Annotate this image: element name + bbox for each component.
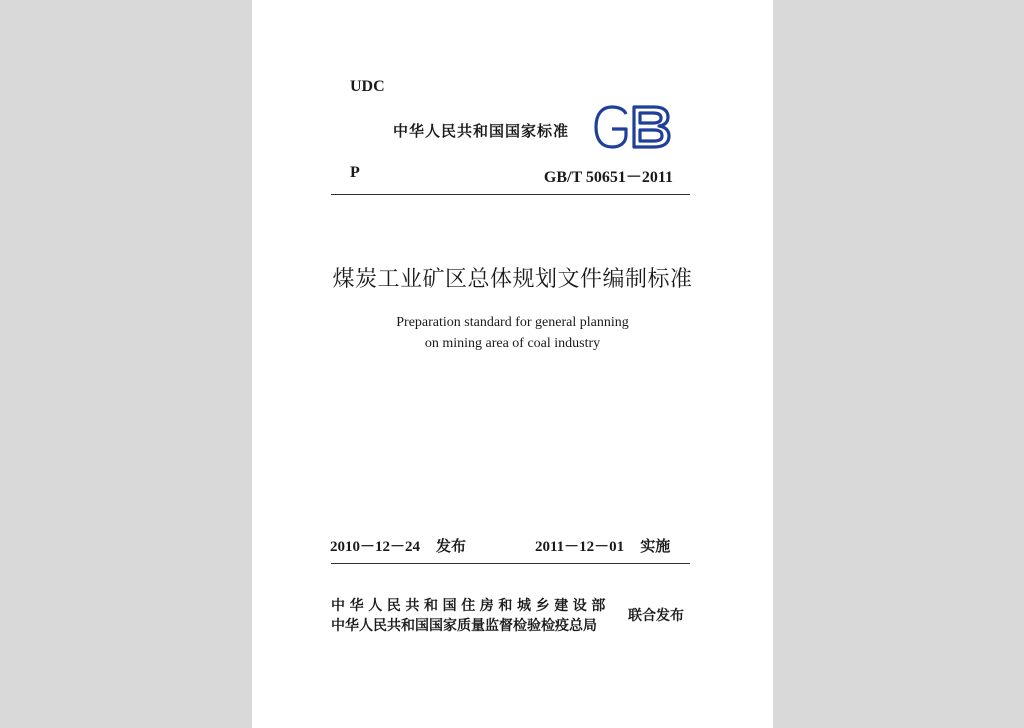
issuers-block xyxy=(331,596,610,636)
issuer-aqsiq: 中华人民共和国国家质量监督检验检疫总局 xyxy=(331,618,597,634)
udc-label: UDC xyxy=(350,78,385,95)
title-english-line2: on mining area of coal industry xyxy=(424,336,601,351)
effective-date: 2011－12－01 xyxy=(535,539,625,555)
standard-type: 中华人民共和国国家标准 xyxy=(393,122,570,140)
issuer-ministry-housing: 中华人民共和国住房和城乡建设部 xyxy=(331,598,610,614)
title-english-line1: Preparation standard for general planning xyxy=(396,315,629,330)
dates-divider xyxy=(331,563,690,564)
effective-date-block xyxy=(535,535,670,556)
header-divider xyxy=(331,194,690,195)
effective-label: 实施 xyxy=(640,537,671,555)
gb-logo-icon xyxy=(592,103,672,151)
issue-date-block xyxy=(330,535,466,556)
document-page xyxy=(252,0,773,728)
standard-number: GB/T 50651－2011 xyxy=(543,169,673,186)
issue-date: 2010－12－24 xyxy=(330,539,421,555)
joint-issue-label: 联合发布 xyxy=(628,608,684,624)
title-chinese: 煤炭工业矿区总体规划文件编制标准 xyxy=(332,267,693,292)
classification-code: P xyxy=(350,164,360,181)
issue-label: 发布 xyxy=(436,537,467,555)
title-english xyxy=(252,312,773,354)
